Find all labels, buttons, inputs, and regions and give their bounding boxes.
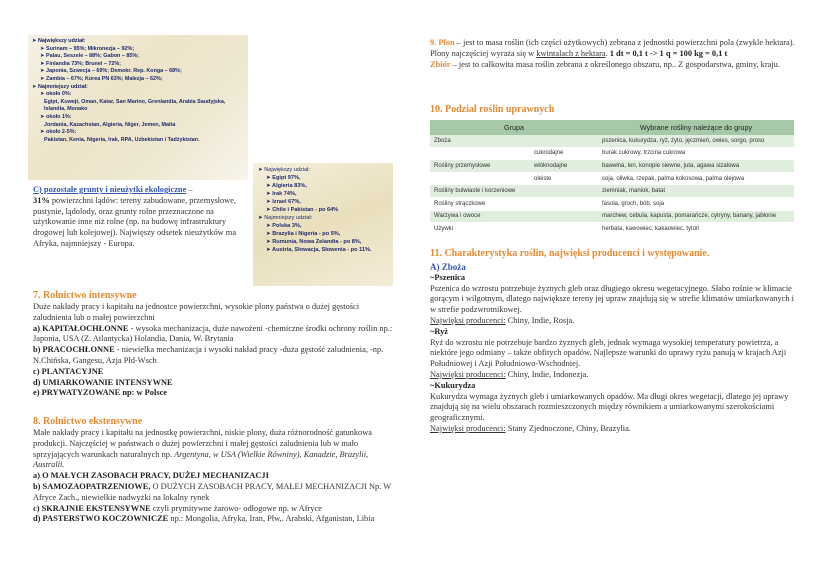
largest-item: ➤ Japonia, Szwecja – 69%; Demokr. Rep. Konga – 68%; xyxy=(40,68,182,75)
plon-label: 9. Plon xyxy=(430,38,455,47)
smallest-share-heading: ➤ Najmniejszy udział: xyxy=(32,83,88,90)
smallest-item: ➤ Austria, Słowacja, Słowenia - po 11%. xyxy=(266,247,372,253)
arrow-icon: ➤ xyxy=(266,191,271,197)
col-group: Grupa xyxy=(430,120,598,135)
table-row: Rośliny bulwiaste i korzeniowe ziemniak, maniok, batat xyxy=(430,185,794,198)
largest-item: ➤ Surinam – 95%; Mikronezja – 92%; xyxy=(40,45,135,52)
arrow-icon: ➤ xyxy=(266,199,271,205)
around-1-text: Jordania, Kazachstan, Algieria, Niger, Jemen, Malta xyxy=(44,121,176,128)
smallest-share-heading: ➤ Najmniejszy udział: xyxy=(258,215,313,221)
arrow-icon: ➤ xyxy=(32,83,37,90)
section-c-pct: 31% xyxy=(33,195,50,205)
largest-item: ➤ Chile i Pakistan - po 64% xyxy=(266,207,339,213)
section-7-title: 7. Rolnictwo intensywne xyxy=(33,290,137,301)
largest-share-heading: ➤ Największy udział: xyxy=(32,38,86,44)
section-11-sub: A) Zboża xyxy=(430,262,466,272)
around-2-text: Pakistan, Kenia, Nigeria, Irak, RPA, Uzbekistan i Tadżykistan. xyxy=(44,136,200,143)
arrow-icon: ➤ xyxy=(266,247,271,253)
largest-item: ➤ Palau, Seszele – 88%; Gabon – 85%; xyxy=(40,53,139,60)
table-row: cukrodajne burak cukrowy, trzcina cukrowa xyxy=(430,147,794,160)
arrow-icon: ➤ xyxy=(40,91,45,98)
largest-item: ➤ Izrael 67%, xyxy=(266,199,301,205)
arrow-icon: ➤ xyxy=(266,207,271,213)
table-row: Zboża pszenica, kukurydza, ryż, żyto, jęczmień, owies, sorgo, proso xyxy=(430,135,794,147)
section-c-title: C) pozostałe grunty i nieużytki ekologiczne xyxy=(33,185,187,194)
largest-share-heading: ➤ Największy udział: xyxy=(258,167,310,173)
section-8-title: 8. Rolnictwo ekstensywne xyxy=(33,416,143,427)
col-plants: Wybrane rośliny należące do grupy xyxy=(598,120,794,135)
table-row: oleiste soja, oliwka, rzepak, palma kokosowa, palma olejowa xyxy=(430,172,794,185)
arrow-icon: ➤ xyxy=(40,75,45,82)
smallest-item: ➤ Rumunia, Nowa Zelandia - po 8%, xyxy=(266,239,362,245)
table-header xyxy=(430,120,794,135)
section-9-body: 9. Plon – jest to masa roślin (ich części użytkowych) zebrana z jednostki powierzchni pola (zwykle hektara). Plony najczęściej wyraża się w kwintalach z hektara. 1 dt = 0,1 t -> 1 q = 100 kg = 0,1 t Zbiór – jest to całkowita masa roślin zebrana z określonego obszaru, np.. Z gospodarstwa, gminy, kraju. xyxy=(430,38,795,69)
arrow-icon: ➤ xyxy=(40,129,45,136)
around-2-label: ➤ około 2-5%: xyxy=(40,129,77,136)
plant-groups-table xyxy=(430,120,794,236)
around-1-label: ➤ około 1%: xyxy=(40,113,72,120)
section-c-text: C) pozostałe grunty i nieużytki ekologiczne – 31% powierzchni lądów: tereny zabudowane, przemysłowe, pustynie, lądolody, oraz grunty rolne przeznaczone na użytkowanie inne niż rolne (np. na budowę infrastruktury drogowej lub kolejowej). Najwięszy odsetek nieużytków ma Afryka, najmniejszy - Europa. xyxy=(33,185,237,248)
rice-label: ~Ryż xyxy=(430,326,449,336)
arrow-icon: ➤ xyxy=(40,45,45,52)
table-row: Używki herbata, kawowiec, kakaowiec, tytoń xyxy=(430,223,794,236)
share-image-irrigation xyxy=(253,163,393,286)
share-image-forests xyxy=(28,35,248,180)
table-row: Rośliny przemysłowe włóknodajne bawełna, len, konopie siewne, juta, agawa sizalowa xyxy=(430,160,794,173)
zbior-label: Zbiór xyxy=(430,59,451,69)
arrow-icon: ➤ xyxy=(266,231,271,237)
section-10-title: 10. Podział roślin uprawnych xyxy=(430,104,555,115)
section-7-body: Duże nakłady pracy i kapitału na jednostce powierzchni, wysokie plony państwa o dużej gęstości zaludnienia lub o małej powierzchni a) KAPITAŁOCHŁONNE - wysoka mechanizacja, duże nawożeni -chemiczne środki ochrony roślin np.: Japonia, USA (Z. Atlantycka) Holandia, Dania, W. Brytania b) PRACOCHŁONNE - niewielka mechanizacja i wysoki nakład pracy -duża gęstość zaludnienia, -np. N.Chińska, Gangesu, Azja Płd-Wsch c) PLANTACYJNE d) UMIARKOWANIE INTENSYWNE e) PRYWATYZOWANE np: w Polsce xyxy=(33,302,393,398)
table-row: Warzywa i owoce marchew, cebula, kapusta, pomarańcze, cytryny, banany, jabłonie xyxy=(430,210,794,223)
section-11-body: A) Zboża ~Pszenica Pszenica do wzrostu potrzebuje żyznych gleb oraz długiego okresu wegetacyjnego. Słabo rośnie w klimacie gorącym i wilgotnym, dlatego największe tereny jej upraw znajdują się w strefie klimatów umiarkowanych i w strefie podzwrotnikowej. Najwięksi producenci: Chiny, Indie, Rosja. ~Ryż Ryż do wzrostu nie potrzebuje bardzo żyznych gleb, jednak wymaga wysokiej temperatury powietrza, a niektóre jego odmiany – także obfitych opadów. Najlepsze warunki do uprawy ryżu panują w krajach Azji Południowej i Azji Południowo-Wschodniej. Najwięksi producenci: Chiny, Indie, Indonezja. ~Kukurydza Kukurydza wymaga żyznych gleb i umiarkowanych opadów. Ma długi okres wegetacji, dlatego jej uprawy znajdują się na wielu obszarach rozmieszczonych między równikiem a umiarkowanymi szerokościami geograficznymi. Najwięksi producenci: Stany Zjednoczone, Chiny, Brazylia. xyxy=(430,262,796,435)
arrow-icon: ➤ xyxy=(40,113,45,120)
arrow-icon: ➤ xyxy=(40,68,45,75)
arrow-icon: ➤ xyxy=(258,167,263,173)
largest-item: ➤ Zambia – 67%; Korea PN 63%; Malezja – 62%; xyxy=(40,75,163,82)
corn-label: ~Kukurydza xyxy=(430,380,476,390)
largest-item: ➤ Egipt 97%, xyxy=(266,175,301,181)
around-0-label: ➤ około 0%: xyxy=(40,91,72,98)
smallest-item: ➤ Brazylia i Nigeria - po 5%, xyxy=(266,231,341,237)
section-8-body: Małe nakłady pracy i kapitału na jednostkę powierzchni, niskie plony, duża różnorodność gatunkowa produkcji. Najczęściej w państwach o dużej powierzchni i małej gęstości zaludnienia lub w mało sprzyjających warunkach naturalnych np. Argentyna, w USA (Wielkie Równiny), Kanadzie, Brazylii, Australii. a) O MAŁYCH ZASOBACH PRACY, DUŻEJ MECHANIZACJI b) SAMOZAOPATRZENIOWE, O DUŻYCH ZASOBACH PRACY, MAŁEJ MECHANIZACJI Np. W Afryce Zach., niewielkie nadwyżki na lokalny rynek c) SKRAJNIE EKSTENSYWNE czyli prymitywne żarowo- odłogowe np. w Afryce d) PASTERSTWO KOCZOWNICZE np.: Mongolia, Afryka, Iran, Płw,. Arabski, Afganistan, Libia xyxy=(33,428,391,524)
arrow-icon: ➤ xyxy=(32,38,37,44)
section-11-title: 11. Charakterystyka roślin, najwięksi producenci i występowanie. xyxy=(430,248,710,259)
around-0-text: Egipt, Kuwejt, Oman, Katar, San Marino, Grenlandia, Arabia Saudyjska, Islandia, Monako xyxy=(44,98,226,113)
arrow-icon: ➤ xyxy=(40,53,45,60)
table-row: Rośliny strączkowe fasola, groch, bób, soja xyxy=(430,197,794,210)
largest-item: ➤ Irak 74%, xyxy=(266,191,297,197)
arrow-icon: ➤ xyxy=(40,60,45,67)
wheat-label: ~Pszenica xyxy=(430,272,466,282)
smallest-item: ➤ Polska 3%, xyxy=(266,223,302,229)
arrow-icon: ➤ xyxy=(266,239,271,245)
arrow-icon: ➤ xyxy=(258,215,263,221)
arrow-icon: ➤ xyxy=(266,175,271,181)
arrow-icon: ➤ xyxy=(266,223,271,229)
largest-item: ➤ Algieria 83%, xyxy=(266,183,307,189)
arrow-icon: ➤ xyxy=(266,183,271,189)
largest-item: ➤ Finlandia 73%; Brunei – 72%; xyxy=(40,60,121,67)
